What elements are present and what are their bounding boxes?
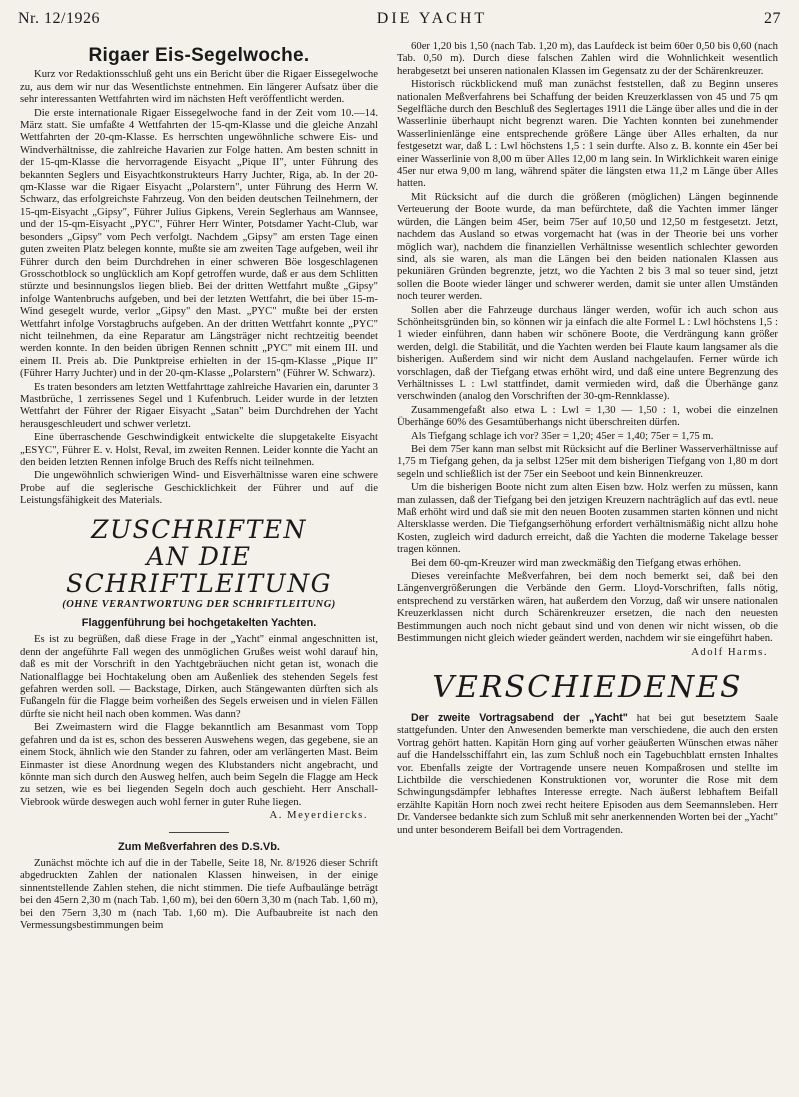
paragraph: Die erste internationale Rigaer Eissegelwoche fand in der Zeit vom 10.—14. März statt. Sie umfaßte 4 Wettfahrten der 15-qm-Klasse und die gleiche Anzahl Wettfahrten der 20-qm-Klasse. Es herrschten ungewöhnliche schwere Eis- und Windverhältnisse, die zahlreiche Havarien zur Folge hatten. Am besten schnitt in der 15-qm-Klasse die hervorragende Eisyacht „Pique II", unter Führung des bekannten Seglers und Eisyachtkonstrukteurs Harry Juchter, Riga, ab. In der 20-qm-Klasse war die Rigaer Eisyacht „Polarstern", unter Führung des Herrn W. Schwarz, das erfolgreichste Fahrzeug. Von den beiden deutschen Teilnehmern, der 15-qm-Eisyacht „Gipsy", Führer Julius Gipkens, Verein Seglerhaus am Wannsee, und der 15-qm-Eisyacht „PYC", Führer Herr Winter, Potsdamer Yacht-Club, war besonders „Gipsy" vom Pech verfolgt. Nachdem „Gipsy" am ersten Tage einen guten zweiten Platz belegen konnte, mußte sie am zweiten Tage aufgeben, weil ihr Führer durch den beim Durchdrehen in einer schweren Böe losgeschlagenen Grosschotblock so unglücklich am Kopf getroffen wurde, daß er aus dem Schlitten stürzte und besinnungslos liegen blieb. Bei der dritten Wettfahrt mußte „Gipsy" infolge Wantenbruchs aufgeben, und bei der letzten Wettfahrt, die bei über 15-m-Wind gesegelt wurde, verlor „Gipsy" den Mast. „PYC" mußte bei der ersten Wettfahrt infolge Vorstagbruchs aufgeben. An der dritten Wettfahrt konnte „PYC" nicht teilnehmen, da eine Reparatur am Längsträger nicht rechtzeitig beendet werden konnte. In den beiden übrigen Rennen schnitt „PYC" mit einem III. und einem II. Preis ab. Die Punktpreise erhielten in der 15-qm-Klasse „Pique II" (Führer Harry Juchter) und in der 20-qm-Klasse „Polarstern" (Führer W. Schwarz).: [20, 106, 378, 380]
paragraph: Eine überraschende Geschwindigkeit entwickelte die slupgetakelte Eisyacht „ESYC", Führer E. v. Holst, Reval, im zweiten Rennen. Leider konnte die Yacht an den beiden letzten Rennen infolge Bruch des Reffs nicht teilnehmen.: [20, 431, 378, 468]
right-column: [397, 40, 778, 1090]
left-column: [20, 40, 378, 1090]
paragraph: Bei dem 75er kann man selbst mit Rücksicht auf die Berliner Wasserverhältnisse auf 1,75 m Tiefgang gehen, da ja selbst 125er mit dem bisherigen Tiefgang von 1,80 m dort segeln und schließlich ist der 75er ein Seeboot und kein Binnenkreuzer.: [397, 443, 778, 480]
lead-in: Der zweite Vortragsabend der „Yacht": [411, 711, 628, 724]
article-title-eissegelwoche: Rigaer Eis-Segelwoche.: [88, 45, 310, 66]
journal-title: DIE YACHT: [376, 10, 488, 27]
paragraph: 60er 1,20 bis 1,50 (nach Tab. 1,20 m), das Laufdeck ist beim 60er 0,50 bis 0,60 (nach Tab. 0,50 m). Durch diese falschen Zahlen wird die Wohnlichkeit wesentlich herabgesetzt bei unseren nationalen Klassen im Gegensatz zu der der Schärenkreuzer.: [397, 40, 778, 77]
running-head: [18, 10, 781, 36]
paragraph: Historisch rückblickend muß man zunächst feststellen, daß zu Beginn unseres nationalen Meßverfahrens bei Schaffung der beiden Kreuzerklassen von 45 und 75 qm Segelfläche durch den Beschluß des Seglertages 1911 die Länge über alles und die in der Wasserlinie überhaupt nicht begrenzt waren. Die Yachten konnten bei zunehmender Wasserlinienlänge eine entsprechende größere Länge über Alles erhalten, da nur festgesetzt war, daß L : Lwl höchstens 1,5 : 1 sein durfte. Also z. B. konnte ein 45er bei einer Wasserlinie von 8,00 m über Alles 12,00 m lang sein. In Wirklichkeit waren einige 45er nur etwa 9,00 m lang, während später die längsten etwa 11,2 m Länge über Alles hatten.: [397, 78, 778, 190]
issue-number: Nr. 12/1926: [18, 10, 100, 27]
section-subtitle: (OHNE VERANTWORTUNG DER SCHRIFTLEITUNG): [62, 598, 336, 610]
paragraph: Mit Rücksicht auf die durch die größeren (möglichen) Längen beginnende Verteuerung der Boote wurde, da man befürchtete, daß die Yachten immer länger würden, die Längen beim 45er, beim 75er auf 10,50 und 12,50 m festgesetzt. Jetzt, nachdem das Ausland so etwas vorgemacht hat (was in der Theorie bei uns vorher möglich war), nachdem die finanziellen Verhältnisse wesentlich schlechter geworden sind, als sie waren, als man die Längen bei den beiden nationalen Klassen aus pekuniären Gründen begrenzte, jetzt, wo die Yachten 2 bis 3 mal so teuer sind, jetzt sollen die Boote wieder länger und schwerer werden, damit sie unter allen Umständen noch teurer werden.: [397, 190, 778, 303]
letter-title-messverfahren: Zum Meßverfahren des D.S.Vb.: [118, 840, 280, 853]
page-number: 27: [763, 10, 781, 27]
paragraph: Bei dem 60-qm-Kreuzer wird man zweckmäßig den Tiefgang etwas erhöhen.: [411, 556, 742, 569]
section-title-schriftleitung: AN DIE SCHRIFTLEITUNG: [65, 541, 333, 598]
divider: [169, 832, 229, 833]
paragraph: Zunächst möchte ich auf die in der Tabelle, Seite 18, Nr. 8/1926 dieser Schrift abgedruckten Zahlen der nationalen Klassen hinweisen, in der einige sinnentstellende Zahlen stehen, die nicht stimmen. Die tiefe Aufbaulänge beträgt bei den 45ern 2,30 m (nach Tab. 1,60 m), bei den 60ern 3,30 m (nach Tab. 1,60 m), bei den 75ern 3,30 m (nach Tab. 1,60 m). Die Aufbaubreite ist nach den Vermessungsbestimmungen beim: [20, 856, 378, 931]
paragraph-body: hat bei gut besetztem Saale stattgefunden. Unter den Anwesenden bemerkte man verschiedene, die auch den ersten Vortrag gehört hatten. Kapitän Horn ging auf vorher geäußerten Wünschen etwas näher auf die Handelsschiffahrt ein, las zum Schluß noch ein Tagebuchblatt ernsten Inhaltes vor. Ebenfalls zeigte der Vortragende unsere neuen Kompaßrosen und stellte im Lichtbilde die verschiedenen Konstruktionen vor, worunter die Rose mit dem Schwingungsdämpfer lebhaftes Interesse erregte. Nach äußerst lebhaftem Beifall erzählte Kapitän Horn noch zwei recht heitere Episoden aus dem Seemannsleben. Herr Dr. Vandersee bedankte sich zum Schluß mit sehr anerkennenden Worten bei der „Yacht" und unter besonderem Beifall bei dem Vortragenden.: [397, 711, 778, 836]
signature: Adolf Harms.: [691, 645, 768, 658]
paragraph: Zusammengefaßt also etwa L : Lwl = 1,30 — 1,50 : 1, wobei die einzelnen Überhänge 60% des Gesamtüberhangs nicht überschreiten dürfen.: [397, 403, 778, 429]
signature: A. Meyerdiercks.: [269, 809, 368, 822]
section-title-zuschriften: ZUSCHRIFTEN: [91, 514, 307, 544]
paragraph-vortragsabend: [397, 712, 778, 836]
paragraph: Sollen aber die Fahrzeuge durchaus länger werden, wofür ich auch schon aus Schönheitsgründen bin, so können wir ja einfach die alte Formel L : Lwl höchstens 1,5 : 1 wieder einführen, dann haben wir schönere Boote, die Verdrängung kann größer werden, delgl. die Stabilität, und die Yachten werden bei Flaute kaum langsamer als die bisherigen. Außerdem sind wir nicht dem Ausland nachgelaufen. Ferner würde ich vorschlagen, daß der Tiefgang etwas erhöht wird, und daß eine untere Begrenzung des Verhältnisses L : Lwl stattfindet, damit vermieden wird, daß die Überhänge ganz verschwinden (analog den Vorschriften der 30-qm-Rennklasse).: [397, 303, 778, 403]
paragraph: Bei Zweimastern wird die Flagge bekanntlich am Besanmast vom Topp gefahren und da ist es, schon des besseren Auswehens wegen, das gegebene, sie an einem Stock, ähnlich wie den Stander zu fahren, oder am verlängerten Mast. Beim Einmaster ist diese Anordnung wegen des Klubstanders nicht angebracht, und könnte man sich durch den Ausweg helfen, auch beim Segeln die Flagge am Heck zu setzen, wie es bei liegenden Segeln doch auch geschieht. Herr Anschall-Viebrook würde deswegen auch wohl ferner in guter Ruhe liegen.: [20, 721, 378, 808]
paragraph: Um die bisherigen Boote nicht zum alten Eisen bzw. Holz werfen zu müssen, kann man zulassen, daß der Tiefgang bei den jetzigen Kreuzern nachträglich auf das evtl. neue Maß erhöht wird und daß sie mit den neuen Booten zusammen starten können und nicht Altersklasse werden. Die Tiefgangserhöhung erfordert verhältnismäßig nicht allzu hohe Kosten, zugleich wird dadurch erreicht, daß die Yachten die moderne Takelage besser tragen können.: [397, 481, 778, 556]
paragraph: Kurz vor Redaktionsschluß geht uns ein Bericht über die Rigaer Eissegelwoche zu, aus dem wir nur das Wesentlichste entnehmen. Ein längerer Aufsatz über die sehr interessanten Wettfahrten wird im nächsten Heft veröffentlicht werden.: [20, 68, 378, 106]
paragraph: Als Tiefgang schlage ich vor? 35er = 1,20; 45er = 1,40; 75er = 1,75 m.: [411, 429, 714, 442]
section-title-verschiedenes: VERSCHIEDENES: [432, 669, 743, 705]
paragraph: Die ungewöhnlich schwierigen Wind- und Eisverhältnisse waren eine schwere Probe auf die seglerische Geschicklichkeit der Führer und auf die Leistungsfähigkeit des Materials.: [20, 469, 378, 507]
paragraph: Es traten besonders am letzten Wettfahrttage zahlreiche Havarien ein, darunter 3 Mastbrüche, 1 zerrissenes Segel und 1 Kufenbruch. Leider wurde in der letzten Wettfahrt der Führer der Rigaer Eisyacht „Satan" beim Durchdrehen der Yacht herausgeschleudert und schwer verletzt.: [20, 380, 378, 430]
letter-title-flaggenfuehrung: Flaggenführung bei hochgetakelten Yachten.: [81, 617, 317, 630]
paragraph: Dieses vereinfachte Meßverfahren, bei dem noch bemerkt sei, daß bei den Längenvergrößerungen die Verbände den Germ. Lloyd-Vorschriften, falls nötig, entsprechend zu verstärken wären, hat außerdem den Vorzug, daß wir unsere nationalen Kreuzerklassen nicht durch Schärenkreuzer ersetzen, die nach den neuesten Bestimmungen auch noch nicht gebaut sind und von denen wir nicht wissen, ob die Bestimmungen nicht gleich wieder geändert werden, nachdem wir sie eingeführt haben.: [397, 570, 778, 645]
paragraph: Es ist zu begrüßen, daß diese Frage in der „Yacht" einmal angeschnitten ist, denn der angeführte Fall wegen des unmöglichen Grußes weist wohl darauf hin, daß es mit der Vorschrift in den Yachtgebräuchen nicht getan ist, wonach die Nationalflagge bei Hochtakelung oben am Außenliek des stehenden Segels fest gefahren werden soll. — Backstage, Dirken, auch Stängewanten dürften sich als Fußangeln für die Flagge beim vorheißen des Segels erweisen und in vielen Fällen dürfte sie nicht heil nach oben kommen. Was dann?: [20, 633, 378, 720]
